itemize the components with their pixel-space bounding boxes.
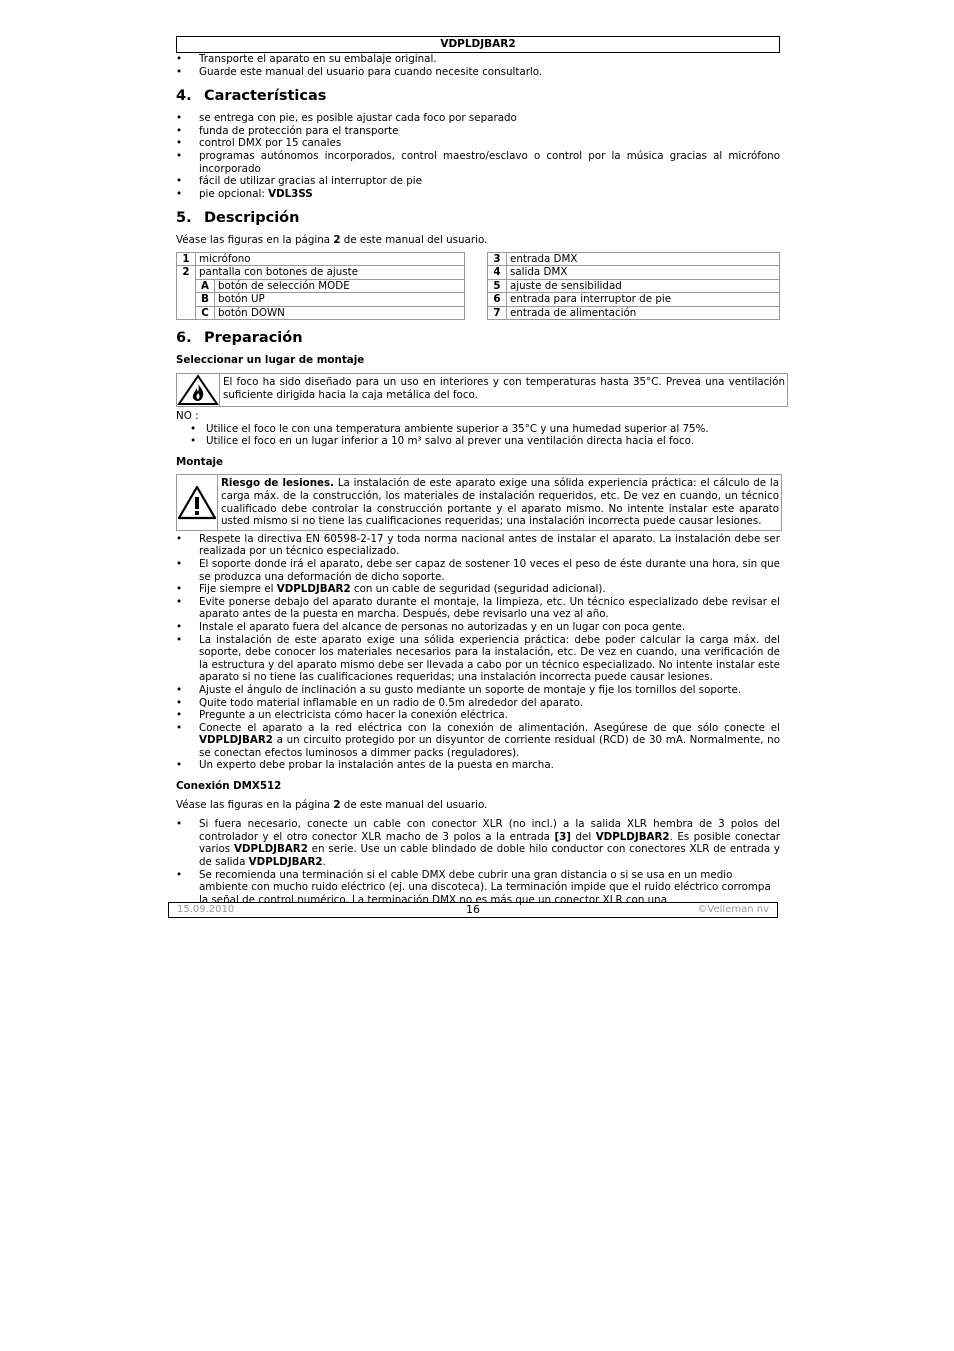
table-row — [177, 293, 465, 307]
table-row — [177, 266, 465, 280]
list-item: • El soporte donde irá el aparato, debe ser capaz de sostener 10 veces el peso de éste durante una hora, sin que se produzca una deformación de dicho soporte. — [176, 558, 780, 583]
table-cell: 7 — [488, 306, 507, 320]
list-item: • Fije siempre el VDPLDJBAR2 con un cable de seguridad (seguridad adicional). — [176, 583, 780, 596]
table-cell: botón UP — [215, 293, 465, 307]
list-item: • Transporte el aparato en su embalaje original. — [176, 53, 780, 66]
list-item: • Evite ponerse debajo del aparato durante el montaje, la limpieza, etc. Un técnico especializado debe revisar el aparato antes de la puesta en marcha. Después, debe revisarlo una vez al año. — [176, 596, 780, 621]
injury-warning-box — [176, 474, 782, 530]
section-heading-caracteristicas: 4. Características — [176, 88, 327, 105]
list-item: • Pregunte a un electricista cómo hacer la conexión eléctrica. — [176, 709, 780, 722]
table-row — [488, 252, 780, 266]
table-cell: 2 — [177, 266, 196, 320]
fire-warning-box — [176, 373, 788, 407]
table-cell: botón de selección MODE — [215, 279, 465, 293]
table-cell: entrada de alimentación — [507, 306, 780, 320]
list-item: • Un experto debe probar la instalación antes de la puesta en marcha. — [176, 759, 780, 772]
table-cell: B — [196, 293, 215, 307]
parts-table-left — [176, 252, 465, 321]
table-cell: C — [196, 306, 215, 320]
list-item: • se entrega con pie, es posible ajustar cada foco por separado — [176, 112, 780, 125]
table-cell: A — [196, 279, 215, 293]
list-item: • programas autónomos incorporados, control maestro/esclavo o control por la música gracias al micrófono incorporado — [176, 150, 780, 175]
table-cell: 6 — [488, 293, 507, 307]
list-item: • Utilice el foco le con una temperatura ambiente superior a 35°C y una humedad superior al 75%. — [176, 423, 780, 436]
table-row — [488, 293, 780, 307]
subheading-montaje: Montaje — [176, 455, 224, 468]
dmx-list — [176, 818, 780, 906]
injury-warning-text: Riesgo de lesiones. La instalación de este aparato exige una sólida experiencia práctica: el cálculo de la carga máx. de la construcción, los materiales de instalación requeridos, etc. De vez en cuando, un técnico cualificado debe controlar la construcción portante y el aparato mismo. No intente instalar este aparato usted mismo si no tiene las cualificaciones requeridas; una instalación incorrecta puede causar lesiones. — [221, 477, 780, 528]
table-row — [488, 279, 780, 293]
page-number: 16 — [466, 903, 480, 916]
table-cell: pantalla con botones de ajuste — [196, 266, 465, 280]
fire-warning-icon — [177, 374, 220, 406]
footer-date: 15.09.2010 — [177, 904, 235, 915]
list-item: • control DMX por 15 canales — [176, 137, 780, 150]
table-cell: 4 — [488, 266, 507, 280]
list-item: • Instale el aparato fuera del alcance de personas no autorizadas y en un lugar con poca gente. — [176, 621, 780, 634]
page-header: VDPLDJBAR2 — [176, 36, 780, 53]
table-cell: botón DOWN — [215, 306, 465, 320]
list-item: • Si fuera necesario, conecte un cable con conector XLR (no incl.) a la salida XLR hembra de 3 polos del controlador y el otro conector XLR macho de 3 polos a la entrada [3] del VDPLDJBAR2. Es posible conectar varios VDPLDJBAR2 en serie. Use un cable blindado de doble hilo conductor con conectores XLR de entrada y de salida VDPLDJBAR2. — [176, 818, 780, 868]
footer-company: ©Velleman nv — [697, 904, 769, 915]
section-heading-descripcion: 5. Descripción — [176, 210, 300, 227]
no-label: NO : — [176, 410, 199, 423]
list-item: • Utilice el foco en un lugar inferior a 10 m³ salvo al prever una ventilación directa hacia el foco. — [176, 435, 780, 448]
no-list — [176, 423, 780, 448]
table-cell: entrada DMX — [507, 252, 780, 266]
parts-tables — [176, 252, 780, 321]
list-item: • Guarde este manual del usuario para cuando necesite consultarlo. — [176, 66, 780, 79]
list-item: • pie opcional: VDL3SS — [176, 188, 780, 201]
table-row — [488, 306, 780, 320]
table-cell: ajuste de sensibilidad — [507, 279, 780, 293]
table-cell: micrófono — [196, 252, 465, 266]
list-item: • Conecte el aparato a la red eléctrica con la conexión de alimentación. Asegúrese de que sólo conecte el VDPLDJBAR2 a un circuito protegido por un disyuntor de corriente residual (RCD) de 30 mA. Normalmente, no se conectan efectos luminosos a dimmer packs (reguladores). — [176, 722, 780, 760]
list-item: • La instalación de este aparato exige una sólida experiencia práctica: debe poder calcular la carga máx. del soporte, debe conocer los materiales necesarios para la instalación, etc. De vez en cuando, una verificación de la estructura y del aparato mismo debe ser llevada a cabo por un técnico especializado. No intente instalar este aparato si no tiene las cualificaciones requeridas; una instalación incorrecta puede causar lesiones. — [176, 634, 780, 684]
table-cell: salida DMX — [507, 266, 780, 280]
table-cell: entrada para interruptor de pie — [507, 293, 780, 307]
intro-list — [176, 53, 780, 78]
list-item: • Quite todo material inflamable en un radio de 0.5m alrededor del aparato. — [176, 697, 780, 710]
montaje-list — [176, 533, 780, 772]
subheading-dmx: Conexión DMX512 — [176, 780, 282, 793]
table-row — [177, 252, 465, 266]
warning-triangle-icon — [177, 475, 218, 529]
list-item: • funda de protección para el transporte — [176, 125, 780, 138]
figure-reference: Véase las figuras en la página 2 de este manual del usuario. — [176, 234, 488, 247]
list-item: • Se recomienda una terminación si el cable DMX debe cubrir una gran distancia o si se usa en un medio ambiente con mucho ruido eléctrico (ej. una discoteca). La terminación impide que el ruido eléctrico corrompa la señal de control numérico. La terminación DMX no es más que un conector XLR con una — [176, 869, 780, 907]
features-list — [176, 112, 780, 200]
table-cell: 1 — [177, 252, 196, 266]
table-row — [177, 279, 465, 293]
table-cell: 3 — [488, 252, 507, 266]
table-row — [177, 306, 465, 320]
page-footer — [168, 902, 778, 918]
manual-page — [176, 36, 785, 906]
fire-warning-text: El foco ha sido diseñado para un uso en interiores y con temperaturas hasta 35°C. Prevea una ventilación suficiente dirigida hacia la caja metálica del foco. — [223, 376, 785, 401]
table-row — [488, 266, 780, 280]
list-item: • Ajuste el ángulo de inclinación a su gusto mediante un soporte de montaje y fije los tornillos del soporte. — [176, 684, 780, 697]
subheading-location: Seleccionar un lugar de montaje — [176, 354, 365, 367]
list-item: • Respete la directiva EN 60598-2-17 y toda norma nacional antes de instalar el aparato. La instalación debe ser realizada por un técnico especializado. — [176, 533, 780, 558]
table-cell: 5 — [488, 279, 507, 293]
figure-reference: Véase las figuras en la página 2 de este manual del usuario. — [176, 798, 488, 811]
section-heading-preparacion: 6. Preparación — [176, 330, 303, 347]
list-item: • fácil de utilizar gracias al interruptor de pie — [176, 175, 780, 188]
parts-table-right — [487, 252, 780, 321]
